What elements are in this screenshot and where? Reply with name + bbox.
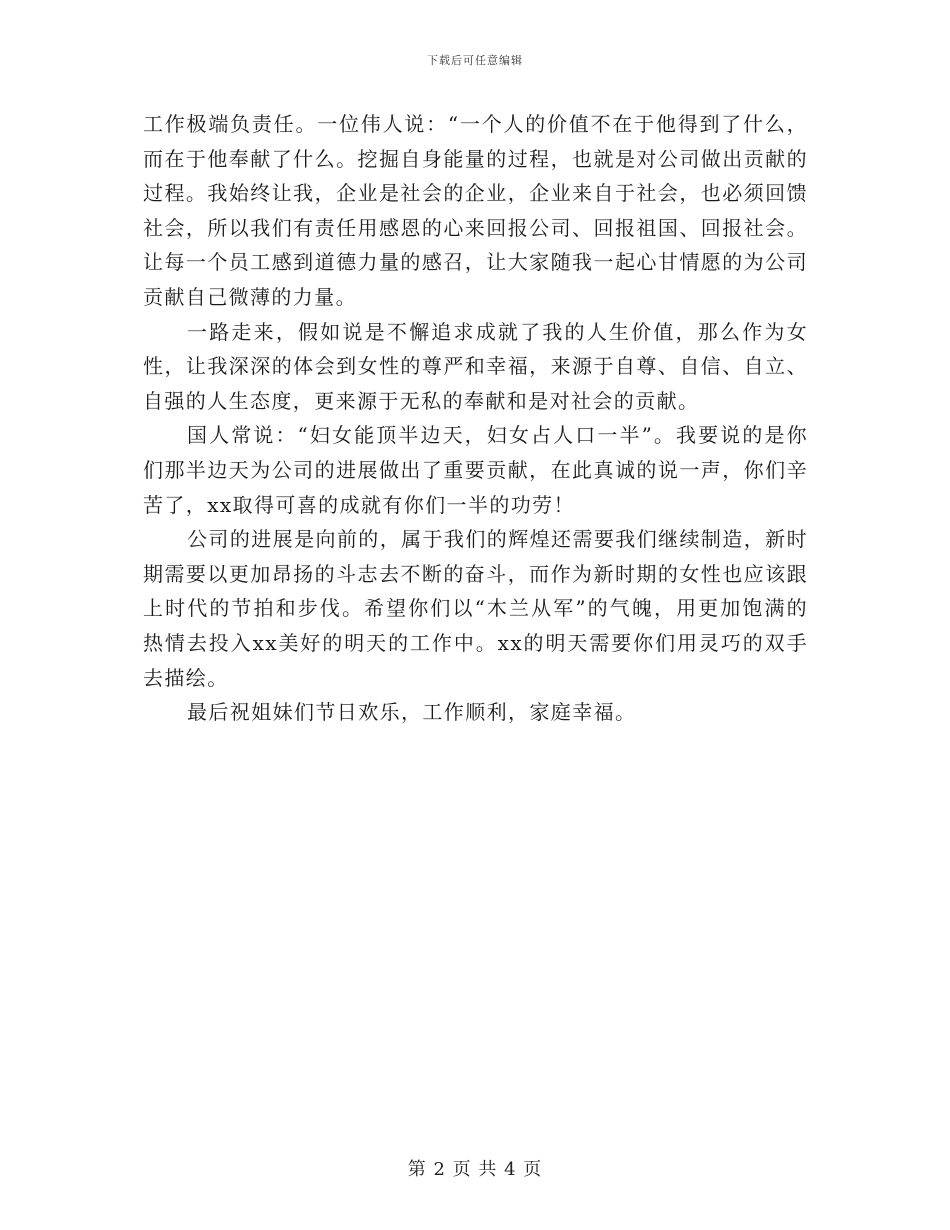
paragraph-1: 工作极端负责任。一位伟人说：“一个人的价值不在于他得到了什么，而在于他奉献了什么。挖掘自身能量的过程，也就是对公司做出贡献的过程。我始终让我，企业是社会的企业，企业来自于社会，也必须回馈社会，所以我们有责任用感恩的心来回报公司、回报祖国、回报社会。让每一个员工感到道德力量的感召，让大家随我一起心甘情愿的为公司贡献自己微薄的力量。 [143, 112, 808, 309]
document-body [143, 107, 808, 730]
paragraph-2: 一路走来，假如说是不懈追求成就了我的人生价值，那么作为女性，让我深深的体会到女性的尊严和幸福，来源于自尊、自信、自立、自强的人生态度，更来源于无私的奉献和是对社会的贡献。 [143, 319, 808, 413]
page-number-footer: 第 2 页 共 4 页 [407, 1159, 543, 1180]
paragraph-4: 公司的进展是向前的，属于我们的辉煌还需要我们继续制造，新时期需要以更加昂扬的斗志去不断的奋斗，而作为新时期的女性也应该跟上时代的节拍和步伐。希望你们以“木兰从军”的气魄，用更加饱满的热情去投入xx美好的明天的工作中。xx的明天需要你们用灵巧的双手去描绘。 [143, 527, 808, 690]
paragraph-5: 最后祝姐妹们节日欢乐，工作顺利，家庭幸福。 [187, 700, 637, 725]
paragraph-3: 国人常说：“妇女能顶半边天，妇女占人口一半”。我要说的是你们那半边天为公司的进展做出了重要贡献，在此真诚的说一声，你们辛苦了，xx取得可喜的成就有你们一半的功劳！ [143, 423, 808, 517]
page-header-note: 下载后可任意编辑 [427, 54, 523, 67]
